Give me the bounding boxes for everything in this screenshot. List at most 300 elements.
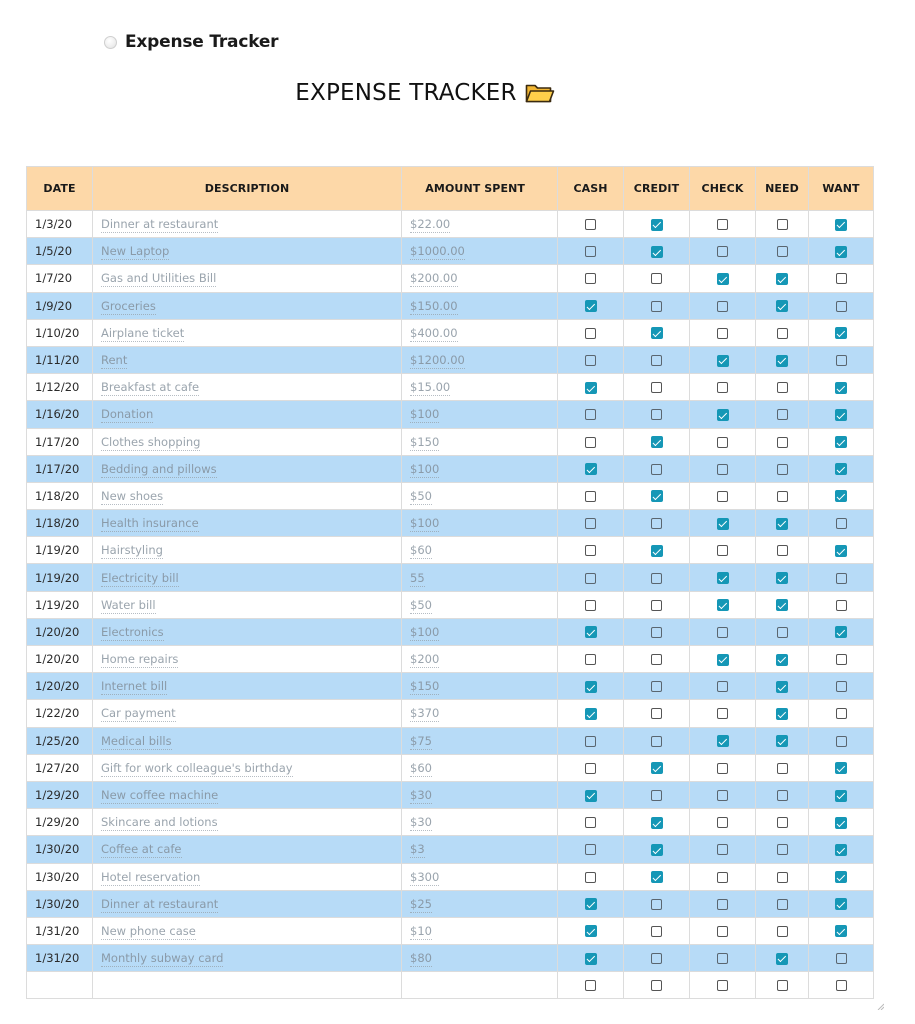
cash-checkbox[interactable] [585,382,597,394]
credit-cell [624,292,690,319]
table-row [27,945,874,972]
want-checkbox[interactable] [835,382,847,394]
amount-cell[interactable] [402,836,558,863]
date-cell[interactable]: 1/20/20 [27,646,93,673]
want-checkbox[interactable] [836,980,847,991]
credit-checkbox[interactable] [651,871,663,883]
table-row [27,292,874,319]
check-checkbox[interactable] [717,572,729,584]
credit-checkbox[interactable] [651,980,662,991]
check-checkbox[interactable] [717,735,729,747]
date-cell[interactable]: 1/9/20 [27,292,93,319]
amount-cell[interactable] [402,890,558,917]
credit-cell [624,754,690,781]
description-cell[interactable] [93,564,402,591]
amount-cell[interactable] [402,917,558,944]
column-header-want[interactable]: WANT [809,167,874,211]
credit-checkbox[interactable] [651,490,663,502]
check-checkbox[interactable] [717,654,729,666]
credit-checkbox[interactable] [651,355,662,366]
credit-checkbox[interactable] [651,464,662,475]
credit-cell [624,238,690,265]
table-row [27,211,874,238]
need-checkbox[interactable] [777,763,788,774]
date-cell[interactable]: 1/27/20 [27,754,93,781]
amount-cell[interactable] [402,863,558,890]
table-row [27,265,874,292]
cash-checkbox[interactable] [585,626,597,638]
description-cell[interactable] [93,809,402,836]
need-cell [756,618,809,645]
date-cell[interactable]: 1/19/20 [27,537,93,564]
column-header-cash[interactable]: CASH [558,167,624,211]
need-checkbox[interactable] [776,708,788,720]
date-cell[interactable]: 1/12/20 [27,374,93,401]
check-checkbox[interactable] [717,382,728,393]
want-checkbox[interactable] [835,327,847,339]
need-cell [756,238,809,265]
cash-checkbox[interactable] [585,654,596,665]
need-checkbox[interactable] [777,382,788,393]
amount-text: $25 [410,896,432,911]
cash-cell [558,265,624,292]
description-cell[interactable] [93,972,402,999]
date-cell[interactable] [27,972,93,999]
description-cell[interactable] [93,401,402,428]
need-checkbox[interactable] [777,409,788,420]
amount-cell[interactable] [402,265,558,292]
want-checkbox[interactable] [836,355,847,366]
credit-checkbox[interactable] [651,219,663,231]
description-text: Hotel reservation [101,869,201,884]
need-checkbox[interactable] [777,980,788,991]
want-cell [809,972,874,999]
want-checkbox[interactable] [835,898,847,910]
table-row [27,727,874,754]
date-cell[interactable]: 1/31/20 [27,917,93,944]
want-checkbox[interactable] [835,490,847,502]
credit-checkbox[interactable] [651,708,662,719]
check-checkbox[interactable] [717,518,729,530]
need-checkbox[interactable] [777,817,788,828]
need-cell [756,727,809,754]
need-checkbox[interactable] [777,872,788,883]
credit-checkbox[interactable] [651,382,662,393]
radio-icon[interactable] [104,36,117,49]
check-checkbox[interactable] [717,464,728,475]
column-header-description[interactable]: DESCRIPTION [93,167,402,211]
want-checkbox[interactable] [836,600,847,611]
cash-cell [558,781,624,808]
amount-cell[interactable] [402,374,558,401]
want-checkbox[interactable] [835,545,847,557]
need-checkbox[interactable] [777,246,788,257]
date-cell[interactable]: 1/7/20 [27,265,93,292]
check-cell [690,482,756,509]
description-cell[interactable] [93,374,402,401]
cash-cell [558,428,624,455]
credit-cell [624,455,690,482]
want-checkbox[interactable] [835,463,847,475]
want-cell [809,727,874,754]
credit-checkbox[interactable] [651,762,663,774]
column-header-amount[interactable]: AMOUNT SPENT [402,167,558,211]
check-cell [690,972,756,999]
need-checkbox[interactable] [776,953,788,965]
description-cell[interactable] [93,455,402,482]
cash-checkbox[interactable] [585,409,596,420]
need-checkbox[interactable] [777,219,788,230]
amount-cell[interactable] [402,428,558,455]
description-text: Coffee at cafe [101,842,182,857]
description-cell[interactable] [93,945,402,972]
want-checkbox[interactable] [835,925,847,937]
amount-cell[interactable] [402,618,558,645]
check-checkbox[interactable] [717,273,729,285]
cash-checkbox[interactable] [585,219,596,230]
credit-checkbox[interactable] [651,409,662,420]
check-checkbox[interactable] [717,953,728,964]
credit-cell [624,401,690,428]
want-checkbox[interactable] [836,273,847,284]
description-cell[interactable] [93,292,402,319]
credit-cell [624,428,690,455]
cash-checkbox[interactable] [585,491,596,502]
cash-checkbox[interactable] [585,763,596,774]
table-row [27,510,874,537]
check-checkbox[interactable] [717,980,728,991]
credit-checkbox[interactable] [651,953,662,964]
credit-checkbox[interactable] [651,844,663,856]
amount-cell[interactable] [402,754,558,781]
check-checkbox[interactable] [717,763,728,774]
need-checkbox[interactable] [776,355,788,367]
credit-checkbox[interactable] [651,246,663,258]
amount-cell[interactable] [402,346,558,373]
date-cell[interactable]: 1/19/20 [27,564,93,591]
credit-checkbox[interactable] [651,736,662,747]
date-cell[interactable]: 1/3/20 [27,211,93,238]
want-checkbox[interactable] [836,681,847,692]
check-cell [690,564,756,591]
credit-cell [624,972,690,999]
amount-cell[interactable] [402,537,558,564]
description-cell[interactable] [93,700,402,727]
date-cell[interactable]: 1/18/20 [27,482,93,509]
cash-checkbox[interactable] [585,300,597,312]
description-cell[interactable] [93,428,402,455]
description-cell[interactable] [93,863,402,890]
column-header-date[interactable]: DATE [27,167,93,211]
want-checkbox[interactable] [836,301,847,312]
want-cell [809,455,874,482]
check-checkbox[interactable] [717,301,728,312]
date-cell[interactable]: 1/10/20 [27,319,93,346]
date-cell[interactable]: 1/30/20 [27,863,93,890]
cash-checkbox[interactable] [585,518,596,529]
check-checkbox[interactable] [717,790,728,801]
need-checkbox[interactable] [776,572,788,584]
need-cell [756,292,809,319]
want-checkbox[interactable] [835,817,847,829]
cash-checkbox[interactable] [585,736,596,747]
want-cell [809,809,874,836]
amount-cell[interactable] [402,591,558,618]
need-checkbox[interactable] [777,627,788,638]
description-cell[interactable] [93,754,402,781]
cash-checkbox[interactable] [585,708,597,720]
need-cell [756,781,809,808]
cash-checkbox[interactable] [585,872,596,883]
need-checkbox[interactable] [776,654,788,666]
amount-cell[interactable] [402,211,558,238]
cash-checkbox[interactable] [585,844,596,855]
amount-text: $1000.00 [410,244,465,259]
amount-cell[interactable] [402,482,558,509]
credit-checkbox[interactable] [651,790,662,801]
cash-checkbox[interactable] [585,246,596,257]
credit-checkbox[interactable] [651,273,662,284]
want-cell [809,374,874,401]
amount-cell[interactable] [402,564,558,591]
need-checkbox[interactable] [777,545,788,556]
check-checkbox[interactable] [717,844,728,855]
want-checkbox[interactable] [835,790,847,802]
check-checkbox[interactable] [717,409,729,421]
need-checkbox[interactable] [776,273,788,285]
description-cell[interactable] [93,646,402,673]
check-checkbox[interactable] [717,681,728,692]
amount-cell[interactable] [402,238,558,265]
description-cell[interactable] [93,591,402,618]
description-text: Donation [101,407,154,422]
check-checkbox[interactable] [717,437,728,448]
check-checkbox[interactable] [717,872,728,883]
date-cell[interactable]: 1/5/20 [27,238,93,265]
description-text: New shoes [101,488,164,503]
want-checkbox[interactable] [835,762,847,774]
description-cell[interactable] [93,890,402,917]
want-checkbox[interactable] [836,953,847,964]
amount-cell[interactable] [402,292,558,319]
date-cell[interactable]: 1/29/20 [27,809,93,836]
need-checkbox[interactable] [777,464,788,475]
cash-cell [558,836,624,863]
cash-checkbox[interactable] [585,817,596,828]
check-checkbox[interactable] [717,627,728,638]
credit-checkbox[interactable] [651,654,662,665]
need-checkbox[interactable] [776,599,788,611]
description-cell[interactable] [93,211,402,238]
description-cell[interactable] [93,319,402,346]
cash-checkbox[interactable] [585,355,596,366]
date-cell[interactable]: 1/22/20 [27,700,93,727]
want-checkbox[interactable] [835,246,847,258]
want-checkbox[interactable] [836,654,847,665]
amount-text: $50 [410,597,432,612]
credit-checkbox[interactable] [651,573,662,584]
check-checkbox[interactable] [717,708,728,719]
want-checkbox[interactable] [835,626,847,638]
want-cell [809,863,874,890]
amount-cell[interactable] [402,700,558,727]
table-row [27,428,874,455]
credit-checkbox[interactable] [651,926,662,937]
credit-checkbox[interactable] [651,301,662,312]
cash-checkbox[interactable] [585,600,596,611]
table-row [27,972,874,999]
need-checkbox[interactable] [776,518,788,530]
column-header-check[interactable]: CHECK [690,167,756,211]
description-text: Home repairs [101,652,179,667]
cash-checkbox[interactable] [585,463,597,475]
cash-checkbox[interactable] [585,573,596,584]
want-checkbox[interactable] [835,409,847,421]
amount-cell[interactable] [402,945,558,972]
check-checkbox[interactable] [717,545,728,556]
date-cell[interactable]: 1/25/20 [27,727,93,754]
date-cell[interactable]: 1/30/20 [27,890,93,917]
description-cell[interactable] [93,836,402,863]
description-cell[interactable] [93,265,402,292]
date-cell[interactable]: 1/18/20 [27,510,93,537]
description-cell[interactable] [93,537,402,564]
need-checkbox[interactable] [777,437,788,448]
credit-checkbox[interactable] [651,627,662,638]
need-checkbox[interactable] [777,328,788,339]
want-checkbox[interactable] [835,871,847,883]
want-checkbox[interactable] [835,219,847,231]
credit-checkbox[interactable] [651,817,663,829]
amount-cell[interactable] [402,781,558,808]
cash-checkbox[interactable] [585,980,596,991]
want-cell [809,482,874,509]
need-cell [756,564,809,591]
amount-text: $150 [410,679,440,694]
credit-cell [624,727,690,754]
date-cell[interactable]: 1/17/20 [27,455,93,482]
check-cell [690,292,756,319]
date-cell[interactable]: 1/19/20 [27,591,93,618]
cash-checkbox[interactable] [585,953,597,965]
credit-cell [624,809,690,836]
resize-handle-icon[interactable] [876,1002,884,1010]
amount-cell[interactable] [402,646,558,673]
check-checkbox[interactable] [717,926,728,937]
description-cell[interactable] [93,673,402,700]
description-cell[interactable] [93,917,402,944]
want-checkbox[interactable] [836,573,847,584]
description-cell[interactable] [93,618,402,645]
description-cell[interactable] [93,346,402,373]
cash-checkbox[interactable] [585,898,597,910]
check-checkbox[interactable] [717,219,728,230]
credit-checkbox[interactable] [651,327,663,339]
amount-cell[interactable] [402,972,558,999]
description-cell[interactable] [93,781,402,808]
need-checkbox[interactable] [777,844,788,855]
check-cell [690,319,756,346]
amount-cell[interactable] [402,319,558,346]
date-cell[interactable]: 1/17/20 [27,428,93,455]
amount-cell[interactable] [402,401,558,428]
check-checkbox[interactable] [717,355,729,367]
want-checkbox[interactable] [836,518,847,529]
amount-cell[interactable] [402,727,558,754]
cash-checkbox[interactable] [585,273,596,284]
credit-cell [624,265,690,292]
description-cell[interactable] [93,482,402,509]
cash-checkbox[interactable] [585,681,597,693]
date-cell[interactable]: 1/11/20 [27,346,93,373]
amount-text: $50 [410,488,432,503]
amount-cell[interactable] [402,455,558,482]
cash-checkbox[interactable] [585,790,597,802]
need-checkbox[interactable] [776,735,788,747]
column-header-need[interactable]: NEED [756,167,809,211]
description-cell[interactable] [93,238,402,265]
check-checkbox[interactable] [717,246,728,257]
date-cell[interactable]: 1/16/20 [27,401,93,428]
need-checkbox[interactable] [777,899,788,910]
need-checkbox[interactable] [776,681,788,693]
want-checkbox[interactable] [835,436,847,448]
description-cell[interactable] [93,510,402,537]
date-cell[interactable]: 1/29/20 [27,781,93,808]
amount-text: $1200.00 [410,353,465,368]
table-row [27,809,874,836]
date-cell[interactable]: 1/30/20 [27,836,93,863]
date-cell[interactable]: 1/20/20 [27,673,93,700]
cash-checkbox[interactable] [585,328,596,339]
need-checkbox[interactable] [776,300,788,312]
want-checkbox[interactable] [835,844,847,856]
check-checkbox[interactable] [717,328,728,339]
credit-checkbox[interactable] [651,436,663,448]
column-header-credit[interactable]: CREDIT [624,167,690,211]
want-cell [809,754,874,781]
need-checkbox[interactable] [777,491,788,502]
credit-checkbox[interactable] [651,545,663,557]
amount-cell[interactable] [402,809,558,836]
description-text: Internet bill [101,679,168,694]
cash-checkbox[interactable] [585,545,596,556]
need-cell [756,754,809,781]
credit-checkbox[interactable] [651,600,662,611]
amount-cell[interactable] [402,510,558,537]
date-cell[interactable]: 1/20/20 [27,618,93,645]
check-checkbox[interactable] [717,491,728,502]
date-cell[interactable]: 1/31/20 [27,945,93,972]
check-checkbox[interactable] [717,817,728,828]
credit-checkbox[interactable] [651,899,662,910]
amount-text: $100 [410,407,440,422]
credit-checkbox[interactable] [651,518,662,529]
want-checkbox[interactable] [836,736,847,747]
table-row [27,700,874,727]
check-checkbox[interactable] [717,899,728,910]
need-checkbox[interactable] [777,790,788,801]
amount-cell[interactable] [402,673,558,700]
want-checkbox[interactable] [836,708,847,719]
cash-checkbox[interactable] [585,925,597,937]
credit-checkbox[interactable] [651,681,662,692]
cash-checkbox[interactable] [585,437,596,448]
description-cell[interactable] [93,727,402,754]
check-cell [690,700,756,727]
check-checkbox[interactable] [717,599,729,611]
need-checkbox[interactable] [777,926,788,937]
